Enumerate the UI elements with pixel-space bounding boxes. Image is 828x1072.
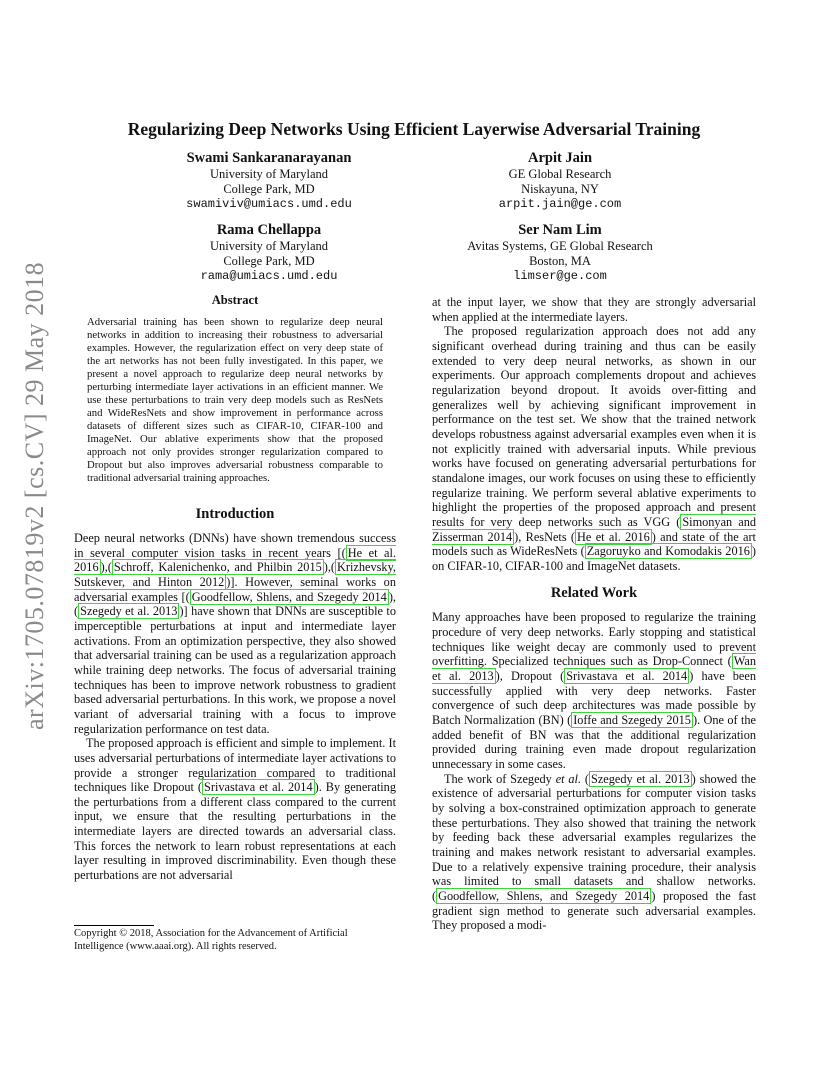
related-paragraph-2 <box>432 772 756 933</box>
citation-link[interactable]: Goodfellow, Shlens, and Szegedy 2014 <box>191 589 387 604</box>
text-run: et al. <box>555 771 582 786</box>
citation-link[interactable]: He et al. 2016 <box>577 529 650 544</box>
text-run: ), Dropout ( <box>495 669 565 684</box>
footnote-rule <box>74 925 154 926</box>
arxiv-identifier: arXiv:1705.07819v2 [cs.CV] 29 May 2018 <box>20 261 49 730</box>
text-run: ) proposed the fast gradient sign method to generate such adversarial examples. They proposed a modi- <box>432 888 756 933</box>
intro-paragraph-1 <box>74 531 396 736</box>
abstract-text: Adversarial training has been shown to regularize deep neural networks in addition to increasing their robustness to adversarial examples. However, the regularization effect on very deep state of the art networks has not been fully investigated. In this paper, we present a novel approach to regularize deep neural networks by perturbing intermediate layer activations in an efficient manner. We use these perturbations to train very deep models such as ResNets and WideResNets and show improvement in performance across datasets of different sizes such as CIFAR-10, CIFAR-100 and ImageNet. Our ablative experiments show that the proposed approach not only provides stronger regularization compared to Dropout but also improves adversarial robustness comparable to traditional adversarial training approaches. <box>87 316 383 484</box>
citation-link[interactable]: Szegedy et al. 2013 <box>591 771 690 786</box>
citation-link[interactable]: Srivastava et al. 2014 <box>204 780 313 795</box>
author-block <box>410 221 710 284</box>
citation-link[interactable]: Szegedy et al. 2013 <box>80 604 178 619</box>
text-run: Deep neural networks (DNNs) have shown tremendous success in several computer vision tasks in recent years [( <box>74 531 396 560</box>
citation-link[interactable]: Goodfellow, Shlens, and Szegedy 2014 <box>438 888 650 903</box>
citation-link[interactable]: Ioffe and Szegedy 2015 <box>573 713 691 728</box>
author-email: swamiviv@umiacs.umd.edu <box>186 197 352 211</box>
author-location: College Park, MD <box>223 182 315 196</box>
author-name: Arpit Jain <box>527 150 593 166</box>
text-run: ), ( <box>74 589 396 619</box>
author-name: Ser Nam Lim <box>518 222 602 238</box>
author-affiliation: GE Global Research <box>508 167 612 181</box>
author-email: arpit.jain@ge.com <box>498 197 622 211</box>
text-run: ),( <box>100 560 112 575</box>
citation-link[interactable]: Krizhevsky, Sutskever, and Hinton 2012 <box>74 560 396 589</box>
text-run: )] have shown that DNNs are susceptible to imperceptible perturbations at input and intermediate layer activations. From an optimization perspective, they also showed that adversarial training can be used as a regularization approach while training deep networks. The focus of adversarial training techniques has been to improve network robustness to gradient based adversarial perturbations. In this work, we propose a novel variant of adversarial training with a focus to improve regularization performance on test data. <box>74 604 396 736</box>
text-run: ) on CIFAR-10, CIFAR-100 and ImageNet datasets. <box>432 544 756 573</box>
text-run: ). By generating the perturbations from a different class compared to the current input, we ensure that the resulting perturbations in the intermediate layers are directed towards an adversarial class. This forces the network to learn robust representations at each layer resulting in improved discriminability. Even though these perturbations are not adversarial <box>74 780 396 883</box>
author-email: rama@umiacs.umd.edu <box>200 269 338 283</box>
citation-link[interactable]: Schroff, Kalenichenko, and Philbin 2015 <box>113 560 322 575</box>
text-run: ) showed the existence of adversarial perturbations for computer vision tasks by solving a box-constrained optimization approach to generate these perturbations. They also showed that training the network by feeding back these adversarial examples regularizes the training and makes network resistant to adversarial examples. Due to a relatively expensive training procedure, their analysis was limited to small datasets and shallow networks. ( <box>432 771 757 903</box>
text-run: ),( <box>323 560 336 575</box>
right-column <box>432 295 756 933</box>
text-run: )]. However, seminal works on adversarial examples [( <box>74 574 396 604</box>
copyright-footnote: Copyright © 2018, Association for the Advancement of Artificial Intelligence (www.aaai.org). All rights reserved. <box>74 928 348 952</box>
author-affiliation: University of Maryland <box>209 239 329 253</box>
related-paragraph-1 <box>432 610 756 771</box>
citation-link[interactable]: Srivastava et al. 2014 <box>566 669 688 684</box>
citation-link[interactable]: He et al. 2016 <box>74 545 397 575</box>
left-column <box>74 293 396 883</box>
text-run: ), ResNets ( <box>514 529 576 544</box>
text-run: ). One of the added benefit of BN was that the additional regularization provided during training even made dropout regularization unnecessary in some cases. <box>432 713 756 772</box>
introduction-heading: Introduction <box>195 506 275 522</box>
related-work-heading: Related Work <box>550 585 638 602</box>
text-run: ( <box>581 771 589 786</box>
author-name: Rama Chellappa <box>216 222 322 238</box>
author-block <box>119 149 419 212</box>
author-location: Niskayuna, NY <box>521 182 599 196</box>
intro-paragraph-2 <box>74 736 396 883</box>
citation-link[interactable]: Wan et al. 2013 <box>432 654 756 684</box>
citation-link[interactable]: Zagoruyko and Komodakis 2016 <box>586 544 750 559</box>
text-run: Many approaches have been proposed to regularize the training procedure of very deep networks. Early stopping and statistical techniques like weight decay are commonly used to prevent overfitting. Specialized techniques such as Drop-Connect ( <box>432 610 756 669</box>
text-run: ) have been successfully applied with very deep networks. Faster convergence of such deep architectures was made possible by Batch Normalization (BN) ( <box>432 669 756 728</box>
text-run: The proposed approach is efficient and simple to implement. It uses adversarial perturbations of intermediate layer activations to provide a stronger regularization compared to traditional techniques like Dropout ( <box>74 736 396 795</box>
right-paragraph-1 <box>432 324 756 573</box>
author-email: limser@ge.com <box>513 269 607 283</box>
author-location: Boston, MA <box>529 254 591 268</box>
citation-link[interactable]: Simonyan and Zisserman 2014 <box>432 514 756 544</box>
author-name: Swami Sankaranarayanan <box>186 150 352 166</box>
abstract-heading: Abstract <box>211 293 259 307</box>
text-run: ) and state of the art models such as WideResNets ( <box>432 529 756 559</box>
author-affiliation: University of Maryland <box>209 167 329 181</box>
author-block <box>410 149 710 212</box>
author-affiliation: Avitas Systems, GE Global Research <box>467 239 653 253</box>
author-block <box>119 221 419 284</box>
paper-title: Regularizing Deep Networks Using Efficient Layerwise Adversarial Training <box>127 119 701 139</box>
right-paragraph-0: at the input layer, we show that they are strongly adversarial when applied at the intermediate layers. <box>432 295 756 324</box>
text-run: The work of Szegedy <box>444 771 556 786</box>
author-location: College Park, MD <box>223 254 315 268</box>
text-run: The proposed regularization approach does not add any significant overhead during training and thus can be easily extended to very deep neural networks, as shown in our experiments. Our approach complements dropout and achieves regularization beyond dropout. It avoids over-fitting and generalizes well by achieving significant improvement in performance on the test set. We show that the trained network develops robustness against adversarial examples even when it is not explicitly trained with adversarial inputs. While previous works have focused on generating adversarial perturbations for standalone images, our work focuses on using these to efficiently regularize training. We perform several ablative experiments to highlight the properties of the proposed approach and present results for very deep networks such as VGG ( <box>432 324 756 529</box>
